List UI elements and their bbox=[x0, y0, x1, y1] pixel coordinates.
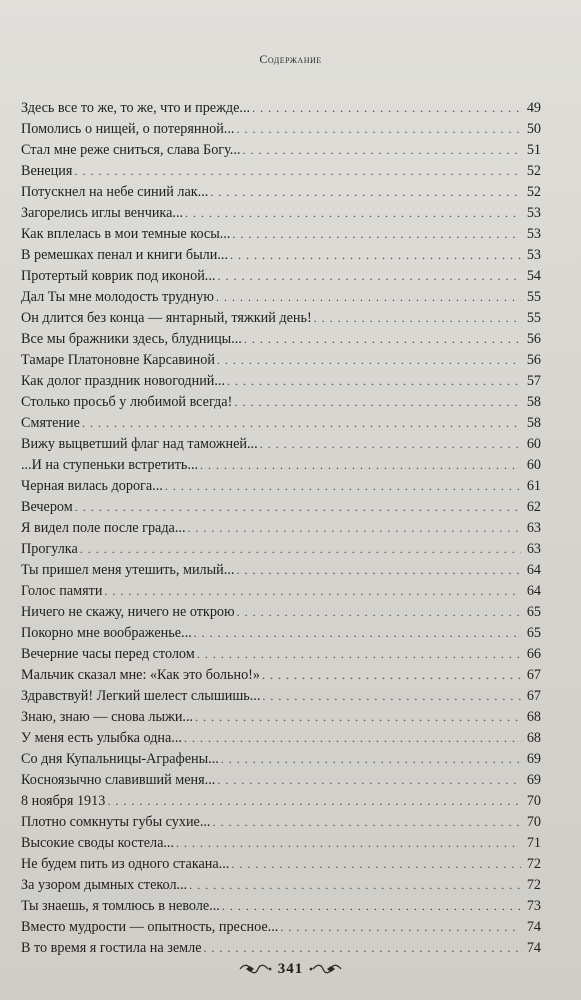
toc-leader-dots bbox=[217, 770, 521, 791]
toc-entry bbox=[21, 371, 541, 392]
toc-entry-page: 73 bbox=[526, 898, 541, 914]
toc-entry-page: 74 bbox=[526, 940, 541, 956]
toc-entry-title: Высокие своды костела... bbox=[21, 835, 175, 851]
toc-entry bbox=[21, 833, 541, 854]
toc-entry-title: Он длится без конца — янтарный, тяжкий день! bbox=[21, 310, 312, 326]
toc-leader-dots bbox=[231, 854, 521, 875]
toc-entry-title: Не будем пить из одного стакана... bbox=[21, 856, 230, 872]
toc-leader-dots bbox=[314, 308, 521, 329]
toc-leader-dots bbox=[75, 497, 521, 518]
toc-entry-title: Мальчик сказал мне: «Как это больно!» bbox=[21, 667, 260, 683]
toc-entry-page: 67 bbox=[526, 667, 541, 683]
ornament-left-icon bbox=[238, 962, 272, 976]
toc-leader-dots bbox=[222, 896, 521, 917]
toc-leader-dots bbox=[230, 245, 521, 266]
toc-entry-page: 56 bbox=[526, 331, 541, 347]
toc-entry bbox=[21, 392, 541, 413]
toc-entry-title: Прогулка bbox=[21, 541, 78, 557]
toc-entry-title: 8 ноября 1913 bbox=[21, 793, 106, 809]
toc-entry-page: 67 bbox=[526, 688, 541, 704]
toc-leader-dots bbox=[212, 812, 521, 833]
toc-entry-page: 53 bbox=[526, 205, 541, 221]
toc-leader-dots bbox=[217, 266, 521, 287]
toc-leader-dots bbox=[237, 602, 521, 623]
toc-leader-dots bbox=[82, 413, 521, 434]
toc-entry-page: 64 bbox=[526, 583, 541, 599]
toc-entry-title: Плотно сомкнуты губы сухие... bbox=[21, 814, 211, 830]
toc-entry bbox=[21, 791, 541, 812]
toc-leader-dots bbox=[210, 182, 521, 203]
toc-entry-title: Здравствуй! Легкий шелест слышишь... bbox=[21, 688, 261, 704]
toc-entry bbox=[21, 875, 541, 896]
toc-entry-page: 53 bbox=[526, 247, 541, 263]
toc-entry-page: 60 bbox=[526, 436, 541, 452]
toc-entry-title: Как долог праздник новогодний... bbox=[21, 373, 226, 389]
toc-leader-dots bbox=[217, 350, 521, 371]
toc-entry-title: ...И на ступеньки встретить... bbox=[21, 457, 199, 473]
toc-entry bbox=[21, 203, 541, 224]
toc-leader-dots bbox=[195, 707, 521, 728]
toc-entry bbox=[21, 224, 541, 245]
toc-entry-page: 65 bbox=[526, 625, 541, 641]
toc-entry-page: 65 bbox=[526, 604, 541, 620]
toc-entry bbox=[21, 812, 541, 833]
toc-leader-dots bbox=[165, 476, 521, 497]
toc-entry bbox=[21, 560, 541, 581]
toc-leader-dots bbox=[104, 581, 521, 602]
toc-entry bbox=[21, 413, 541, 434]
toc-leader-dots bbox=[74, 161, 521, 182]
toc-entry bbox=[21, 308, 541, 329]
toc-entry-title: Тамаре Платоновне Карсавиной bbox=[21, 352, 215, 368]
toc-entry-title: Ничего не скажу, ничего не открою bbox=[21, 604, 235, 620]
toc-leader-dots bbox=[232, 224, 521, 245]
toc-entry bbox=[21, 854, 541, 875]
toc-leader-dots bbox=[184, 728, 521, 749]
toc-entry-page: 52 bbox=[526, 184, 541, 200]
ornament-right-icon bbox=[309, 962, 343, 976]
toc-entry-title: Потускнел на небе синий лак... bbox=[21, 184, 209, 200]
toc-entry bbox=[21, 623, 541, 644]
toc-leader-dots bbox=[200, 455, 521, 476]
toc-entry-title: Покорно мне воображенье... bbox=[21, 625, 192, 641]
toc-entry-page: 63 bbox=[526, 520, 541, 536]
toc-entry-page: 52 bbox=[526, 163, 541, 179]
toc-entry-page: 61 bbox=[526, 478, 541, 494]
toc-leader-dots bbox=[221, 749, 521, 770]
toc-entry-title: Голос памяти bbox=[21, 583, 103, 599]
toc-entry-page: 69 bbox=[526, 772, 541, 788]
toc-entry-title: Вижу выцветший флаг над таможней... bbox=[21, 436, 258, 452]
toc-entry bbox=[21, 266, 541, 287]
toc-entry bbox=[21, 119, 541, 140]
toc-entry-title: В ремешках пенал и книги были... bbox=[21, 247, 228, 263]
toc-entry bbox=[21, 770, 541, 791]
toc-entry-page: 57 bbox=[526, 373, 541, 389]
toc-entry bbox=[21, 917, 541, 938]
toc-entry-page: 55 bbox=[526, 310, 541, 326]
page-footer bbox=[0, 957, 581, 981]
toc-entry bbox=[21, 539, 541, 560]
toc-entry bbox=[21, 245, 541, 266]
toc-leader-dots bbox=[236, 560, 521, 581]
toc-leader-dots bbox=[189, 875, 521, 896]
toc-entry-title: Помолись о нищей, о потерянной... bbox=[21, 121, 235, 137]
toc-entry bbox=[21, 182, 541, 203]
toc-entry-title: Ты знаешь, я томлюсь в неволе... bbox=[21, 898, 220, 914]
toc-entry bbox=[21, 497, 541, 518]
toc-leader-dots bbox=[188, 518, 522, 539]
toc-entry-title: Вечером bbox=[21, 499, 73, 515]
toc-entry bbox=[21, 707, 541, 728]
toc-leader-dots bbox=[280, 917, 521, 938]
toc-leader-dots bbox=[80, 539, 521, 560]
toc-entry-page: 58 bbox=[526, 394, 541, 410]
toc-entry bbox=[21, 581, 541, 602]
toc-entry-title: Столько просьб у любимой всегда! bbox=[21, 394, 233, 410]
toc-entry-title: Я видел поле после града... bbox=[21, 520, 186, 536]
toc-entry bbox=[21, 896, 541, 917]
toc-entry bbox=[21, 938, 541, 959]
page-header: Содержание bbox=[259, 52, 322, 66]
toc-leader-dots bbox=[194, 623, 521, 644]
toc-entry bbox=[21, 434, 541, 455]
toc-entry-title: Косноязычно славивший меня... bbox=[21, 772, 216, 788]
toc-entry-page: 71 bbox=[526, 835, 541, 851]
toc-leader-dots bbox=[262, 686, 521, 707]
toc-entry-page: 63 bbox=[526, 541, 541, 557]
toc-entry-page: 54 bbox=[526, 268, 541, 284]
toc-entry-page: 56 bbox=[526, 352, 541, 368]
toc-entry-title: Вместо мудрости — опытность, пресное... bbox=[21, 919, 279, 935]
toc-entry-page: 66 bbox=[526, 646, 541, 662]
toc-entry bbox=[21, 602, 541, 623]
toc-entry-title: Ты пришел меня утешить, милый... bbox=[21, 562, 235, 578]
toc-entry-page: 70 bbox=[526, 814, 541, 830]
toc-entry bbox=[21, 455, 541, 476]
toc-entry-page: 53 bbox=[526, 226, 541, 242]
toc-entry-page: 72 bbox=[526, 877, 541, 893]
toc-entry-page: 60 bbox=[526, 457, 541, 473]
toc-entry bbox=[21, 644, 541, 665]
toc-leader-dots bbox=[227, 371, 521, 392]
toc-leader-dots bbox=[185, 203, 521, 224]
toc-entry-page: 68 bbox=[526, 709, 541, 725]
toc-entry-title: Как вплелась в мои темные косы... bbox=[21, 226, 231, 242]
toc-leader-dots bbox=[262, 665, 521, 686]
toc-entry-title: В то время я гостила на земле bbox=[21, 940, 202, 956]
toc-leader-dots bbox=[242, 140, 521, 161]
toc-entry-title: Смятение bbox=[21, 415, 80, 431]
toc-entry-page: 50 bbox=[526, 121, 541, 137]
toc-entry-page: 69 bbox=[526, 751, 541, 767]
toc-leader-dots bbox=[260, 434, 521, 455]
toc-entry bbox=[21, 329, 541, 350]
toc-entry-page: 68 bbox=[526, 730, 541, 746]
toc-entry bbox=[21, 749, 541, 770]
toc-entry-title: Загорелись иглы венчика... bbox=[21, 205, 184, 221]
toc-entry-title: Здесь все то же, то же, что и прежде... bbox=[21, 100, 251, 116]
toc-entry-title: Протертый коврик под иконой... bbox=[21, 268, 216, 284]
toc-entry-page: 64 bbox=[526, 562, 541, 578]
toc-leader-dots bbox=[197, 644, 521, 665]
toc-entry-page: 62 bbox=[526, 499, 541, 515]
toc-entry bbox=[21, 476, 541, 497]
toc-entry-title: Венеция bbox=[21, 163, 73, 179]
toc-entry-title: За узором дымных стекол... bbox=[21, 877, 188, 893]
toc-leader-dots bbox=[204, 938, 522, 959]
toc-entry-page: 58 bbox=[526, 415, 541, 431]
toc-entry-title: Вечерние часы перед столом bbox=[21, 646, 195, 662]
toc-entry-page: 72 bbox=[526, 856, 541, 872]
toc-entry-page: 51 bbox=[526, 142, 541, 158]
toc-entry-title: Со дня Купальницы-Аграфены... bbox=[21, 751, 219, 767]
toc-entry bbox=[21, 518, 541, 539]
toc-entry-title: Дал Ты мне молодость трудную bbox=[21, 289, 214, 305]
toc-entry-page: 55 bbox=[526, 289, 541, 305]
toc-entry-page: 49 bbox=[526, 100, 541, 116]
toc-entry bbox=[21, 161, 541, 182]
toc-entry-page: 74 bbox=[526, 919, 541, 935]
table-of-contents bbox=[21, 98, 541, 959]
toc-entry-title: Стал мне реже сниться, слава Богу... bbox=[21, 142, 241, 158]
toc-leader-dots bbox=[252, 98, 521, 119]
page-number: 341 bbox=[277, 960, 304, 977]
toc-leader-dots bbox=[234, 392, 521, 413]
toc-leader-dots bbox=[107, 791, 521, 812]
toc-entry-title: Все мы бражники здесь, блудницы... bbox=[21, 331, 242, 347]
toc-entry-page: 70 bbox=[526, 793, 541, 809]
toc-entry-title: Знаю, знаю — снова лыжи... bbox=[21, 709, 194, 725]
toc-entry bbox=[21, 140, 541, 161]
toc-leader-dots bbox=[176, 833, 521, 854]
toc-leader-dots bbox=[244, 329, 521, 350]
toc-leader-dots bbox=[236, 119, 521, 140]
toc-entry bbox=[21, 686, 541, 707]
toc-entry bbox=[21, 728, 541, 749]
toc-entry-title: Черная вилась дорога... bbox=[21, 478, 163, 494]
toc-entry bbox=[21, 98, 541, 119]
toc-entry bbox=[21, 350, 541, 371]
toc-entry-title: У меня есть улыбка одна... bbox=[21, 730, 182, 746]
toc-leader-dots bbox=[216, 287, 521, 308]
toc-entry bbox=[21, 665, 541, 686]
toc-entry bbox=[21, 287, 541, 308]
